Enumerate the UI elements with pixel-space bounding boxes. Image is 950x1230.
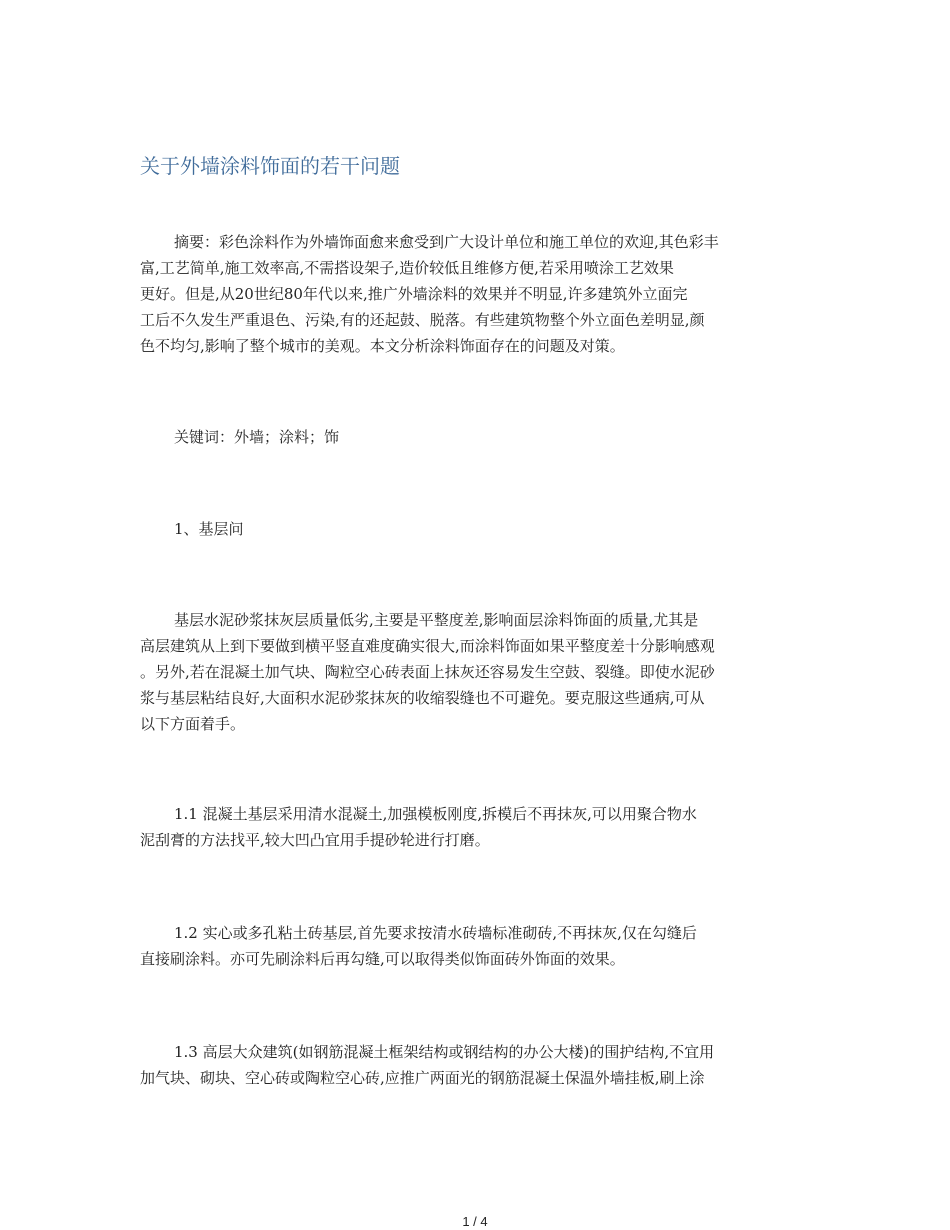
section-line: 浆与基层粘结良好,大面积水泥砂浆抹灰的收缩裂缝也不可避免。要克服这些通病,可从 [140,689,705,707]
section-line: 高层建筑从上到下要做到横平竖直难度确实很大,而涂料饰面如果平整度差十分影响感观 [140,637,715,655]
section-paragraph [140,607,800,737]
abstract-line: 富,工艺简单,施工效率高,不需搭设架子,造价较低且维修方便,若采用喷涂工艺效果 [140,259,674,277]
abstract-line: 工后不久发生严重退色、污染,有的还起鼓、脱落。有些建筑物整个外立面色差明显,颜 [140,311,705,329]
section-line: 基层水泥砂浆抹灰层质量低劣,主要是平整度差,影响面层涂料饰面的质量,尤其是 [174,611,699,629]
abstract-line: 色不均匀,影响了整个城市的美观。本文分析涂料饰面存在的问题及对策。 [140,337,625,355]
item-line: 1.1 混凝土基层采用清水混凝土,加强模板刚度,拆模后不再抹灰,可以用聚合物水 [174,805,697,823]
abstract-line: 摘要：彩色涂料作为外墙饰面愈来愈受到广大设计单位和施工单位的欢迎,其色彩丰 [174,233,719,251]
abstract-paragraph [140,229,800,359]
item-line: 1.3 高层大众建筑(如钢筋混凝土框架结构或钢结构的办公大楼)的围护结构,不宜用 [174,1043,715,1061]
item-1-1-paragraph [140,801,800,853]
item-line: 直接刷涂料。亦可先刷涂料后再勾缝,可以取得类似饰面砖外饰面的效果。 [140,950,625,968]
document-title: 关于外墙涂料饰面的若干问题 [140,154,400,178]
item-1-3-paragraph [140,1039,800,1091]
item-line: 加气块、砌块、空心砖或陶粒空心砖,应推广两面光的钢筋混凝土保温外墙挂板,刷上涂 [140,1069,705,1087]
page-number: 1 / 4 [462,1214,488,1229]
section-heading-line: 1、基层问 [174,520,244,538]
item-1-2-paragraph [140,920,800,972]
abstract-line: 更好。但是,从20世纪80年代以来,推广外墙涂料的效果并不明显,许多建筑外立面完 [140,285,688,303]
keywords-line: 关键词：外墙；涂料；饰 [174,428,340,446]
item-line: 1.2 实心或多孔粘土砖基层,首先要求按清水砖墙标准砌砖,不再抹灰,仅在勾缝后 [174,924,697,942]
item-line: 泥刮膏的方法找平,较大凹凸宜用手提砂轮进行打磨。 [140,831,490,849]
section-heading [140,516,800,542]
keywords-paragraph [140,424,800,450]
section-line: 以下方面着手。 [140,715,246,733]
section-line: 。另外,若在混凝土加气块、陶粒空心砖表面上抹灰还容易发生空鼓、裂缝。即使水泥砂 [140,663,715,681]
